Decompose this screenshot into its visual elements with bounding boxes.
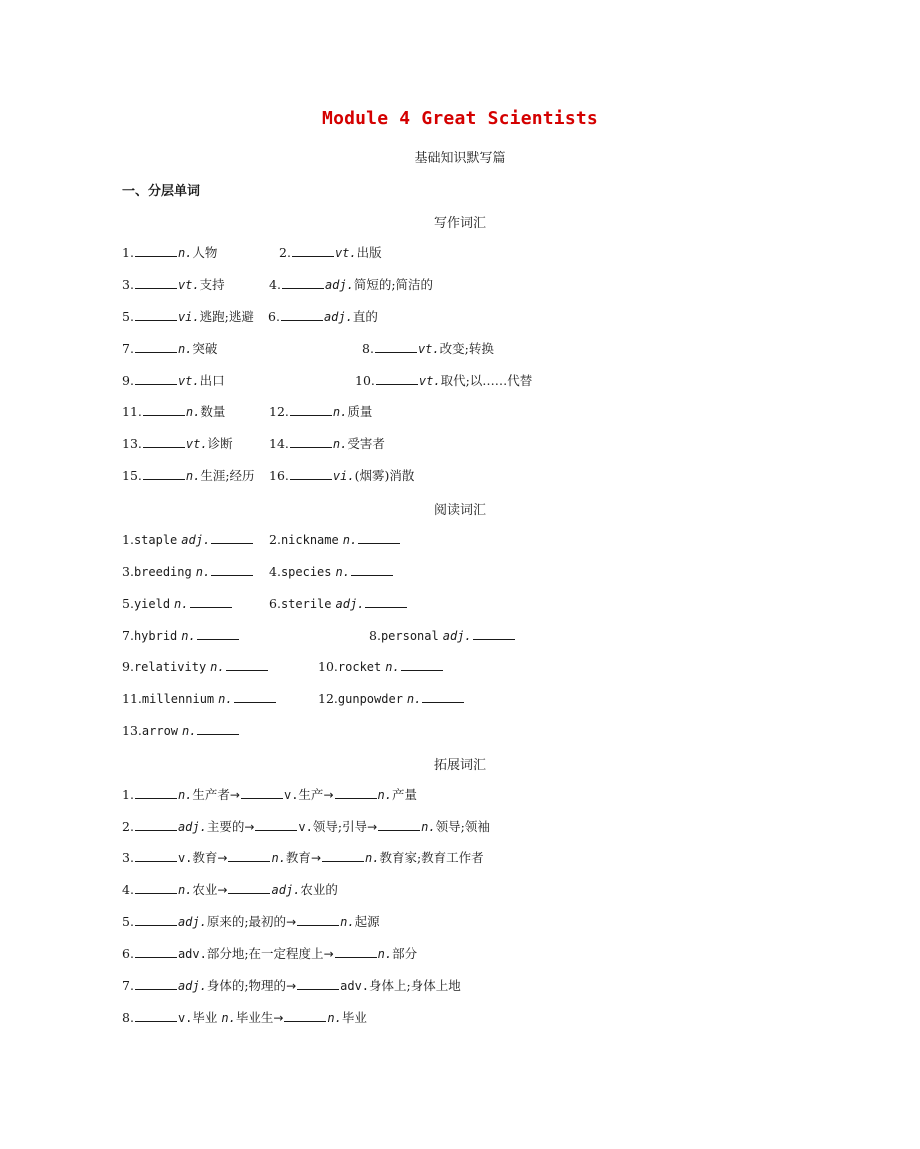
answer-blank[interactable] bbox=[255, 818, 297, 831]
answer-blank[interactable] bbox=[281, 308, 323, 321]
answer-blank[interactable] bbox=[375, 340, 417, 353]
writing-item: 8. vt.改变;转换 bbox=[362, 341, 494, 356]
extension-item: 3. v.教育→ n.教育→ n.教育家;教育工作者 bbox=[122, 850, 484, 865]
answer-blank[interactable] bbox=[335, 786, 377, 799]
answer-blank[interactable] bbox=[282, 276, 324, 289]
arrow-icon: → bbox=[273, 1011, 284, 1025]
arrow-icon: → bbox=[217, 851, 228, 865]
answer-blank[interactable] bbox=[378, 818, 420, 831]
arrow-icon: → bbox=[244, 820, 255, 834]
writing-item: 14. n.受害者 bbox=[269, 436, 385, 451]
answer-blank[interactable] bbox=[135, 977, 177, 990]
arrow-icon: → bbox=[286, 979, 297, 993]
answer-blank[interactable] bbox=[358, 531, 400, 544]
answer-blank[interactable] bbox=[135, 945, 177, 958]
answer-blank[interactable] bbox=[135, 244, 177, 257]
answer-blank[interactable] bbox=[190, 595, 232, 608]
answer-blank[interactable] bbox=[135, 340, 177, 353]
answer-blank[interactable] bbox=[135, 308, 177, 321]
extension-item: 2. adj.主要的→ v.领导;引导→ n.领导;领袖 bbox=[122, 819, 490, 834]
extension-item: 8. v.毕业 n.毕业生→ n.毕业 bbox=[122, 1010, 367, 1025]
answer-blank[interactable] bbox=[234, 690, 276, 703]
answer-blank[interactable] bbox=[297, 977, 339, 990]
answer-blank[interactable] bbox=[228, 881, 270, 894]
answer-blank[interactable] bbox=[135, 818, 177, 831]
writing-item: 10. vt.取代;以……代替 bbox=[355, 373, 533, 388]
extension-item: 1. n.生产者→ v.生产→ n.产量 bbox=[122, 787, 417, 802]
reading-item: 1.staple adj. bbox=[122, 531, 254, 548]
arrow-icon: → bbox=[323, 947, 334, 961]
reading-item: 3.breeding n. bbox=[122, 563, 254, 580]
answer-blank[interactable] bbox=[228, 849, 270, 862]
writing-item: 11. n.数量 bbox=[122, 404, 226, 419]
answer-blank[interactable] bbox=[135, 276, 177, 289]
writing-item: 7. n.突破 bbox=[122, 341, 218, 356]
answer-blank[interactable] bbox=[143, 403, 185, 416]
writing-item: 16. vi.(烟雾)消散 bbox=[269, 468, 415, 483]
page-subtitle: 基础知识默写篇 bbox=[414, 151, 506, 166]
answer-blank[interactable] bbox=[376, 372, 418, 385]
arrow-icon: → bbox=[323, 788, 334, 802]
reading-item: 11.millennium n. bbox=[122, 690, 277, 707]
answer-blank[interactable] bbox=[143, 435, 185, 448]
answer-blank[interactable] bbox=[135, 1009, 177, 1022]
answer-blank[interactable] bbox=[335, 945, 377, 958]
section-heading: 一、分层单词 bbox=[122, 184, 201, 199]
answer-blank[interactable] bbox=[422, 690, 464, 703]
answer-blank[interactable] bbox=[211, 563, 253, 576]
arrow-icon: → bbox=[229, 788, 240, 802]
reading-item: 5.yield n. bbox=[122, 595, 233, 612]
answer-blank[interactable] bbox=[365, 595, 407, 608]
arrow-icon: → bbox=[217, 883, 228, 897]
extension-item: 6. adv.部分地;在一定程度上→ n.部分 bbox=[122, 946, 418, 961]
extension-item: 5. adj.原来的;最初的→ n.起源 bbox=[122, 914, 380, 929]
answer-blank[interactable] bbox=[290, 403, 332, 416]
answer-blank[interactable] bbox=[401, 658, 443, 671]
answer-blank[interactable] bbox=[322, 849, 364, 862]
writing-item: 1. n.人物 bbox=[122, 245, 218, 260]
answer-blank[interactable] bbox=[211, 531, 253, 544]
writing-item: 12. n.质量 bbox=[269, 404, 373, 419]
answer-blank[interactable] bbox=[292, 244, 334, 257]
reading-item: 2.nickname n. bbox=[269, 531, 401, 548]
arrow-icon: → bbox=[310, 851, 321, 865]
writing-item: 6. adj.直的 bbox=[268, 309, 378, 324]
arrow-icon: → bbox=[286, 915, 297, 929]
extension-item: 7. adj.身体的;物理的→ adv.身体上;身体上地 bbox=[122, 978, 461, 993]
answer-blank[interactable] bbox=[473, 627, 515, 640]
writing-item: 2. vt.出版 bbox=[279, 245, 382, 260]
page-title: Module 4 Great Scientists bbox=[322, 108, 598, 129]
answer-blank[interactable] bbox=[297, 913, 339, 926]
answer-blank[interactable] bbox=[290, 467, 332, 480]
reading-item: 4.species n. bbox=[269, 563, 394, 580]
reading-item: 8.personal adj. bbox=[369, 627, 516, 644]
reading-item: 6.sterile adj. bbox=[269, 595, 408, 612]
answer-blank[interactable] bbox=[135, 913, 177, 926]
answer-blank[interactable] bbox=[351, 563, 393, 576]
writing-item: 3. vt.支持 bbox=[122, 277, 225, 292]
answer-blank[interactable] bbox=[197, 627, 239, 640]
extension-heading: 拓展词汇 bbox=[433, 758, 486, 773]
writing-item: 15. n.生涯;经历 bbox=[122, 468, 255, 483]
answer-blank[interactable] bbox=[241, 786, 283, 799]
answer-blank[interactable] bbox=[284, 1009, 326, 1022]
reading-item: 12.gunpowder n. bbox=[318, 690, 465, 707]
answer-blank[interactable] bbox=[290, 435, 332, 448]
answer-blank[interactable] bbox=[143, 467, 185, 480]
reading-item: 10.rocket n. bbox=[318, 658, 444, 675]
writing-item: 9. vt.出口 bbox=[122, 373, 225, 388]
writing-heading: 写作词汇 bbox=[433, 216, 486, 231]
answer-blank[interactable] bbox=[135, 881, 177, 894]
writing-item: 13. vt.诊断 bbox=[122, 436, 233, 451]
writing-item: 5. vi.逃跑;逃避 bbox=[122, 309, 254, 324]
answer-blank[interactable] bbox=[135, 849, 177, 862]
reading-item: 13.arrow n. bbox=[122, 722, 240, 739]
answer-blank[interactable] bbox=[135, 786, 177, 799]
answer-blank[interactable] bbox=[197, 722, 239, 735]
reading-item: 7.hybrid n. bbox=[122, 627, 240, 644]
arrow-icon: → bbox=[367, 820, 378, 834]
extension-item: 4. n.农业→ adj.农业的 bbox=[122, 882, 338, 897]
reading-heading: 阅读词汇 bbox=[433, 503, 486, 518]
answer-blank[interactable] bbox=[226, 658, 268, 671]
answer-blank[interactable] bbox=[135, 372, 177, 385]
writing-item: 4. adj.简短的;简洁的 bbox=[269, 277, 434, 292]
reading-item: 9.relativity n. bbox=[122, 658, 269, 675]
